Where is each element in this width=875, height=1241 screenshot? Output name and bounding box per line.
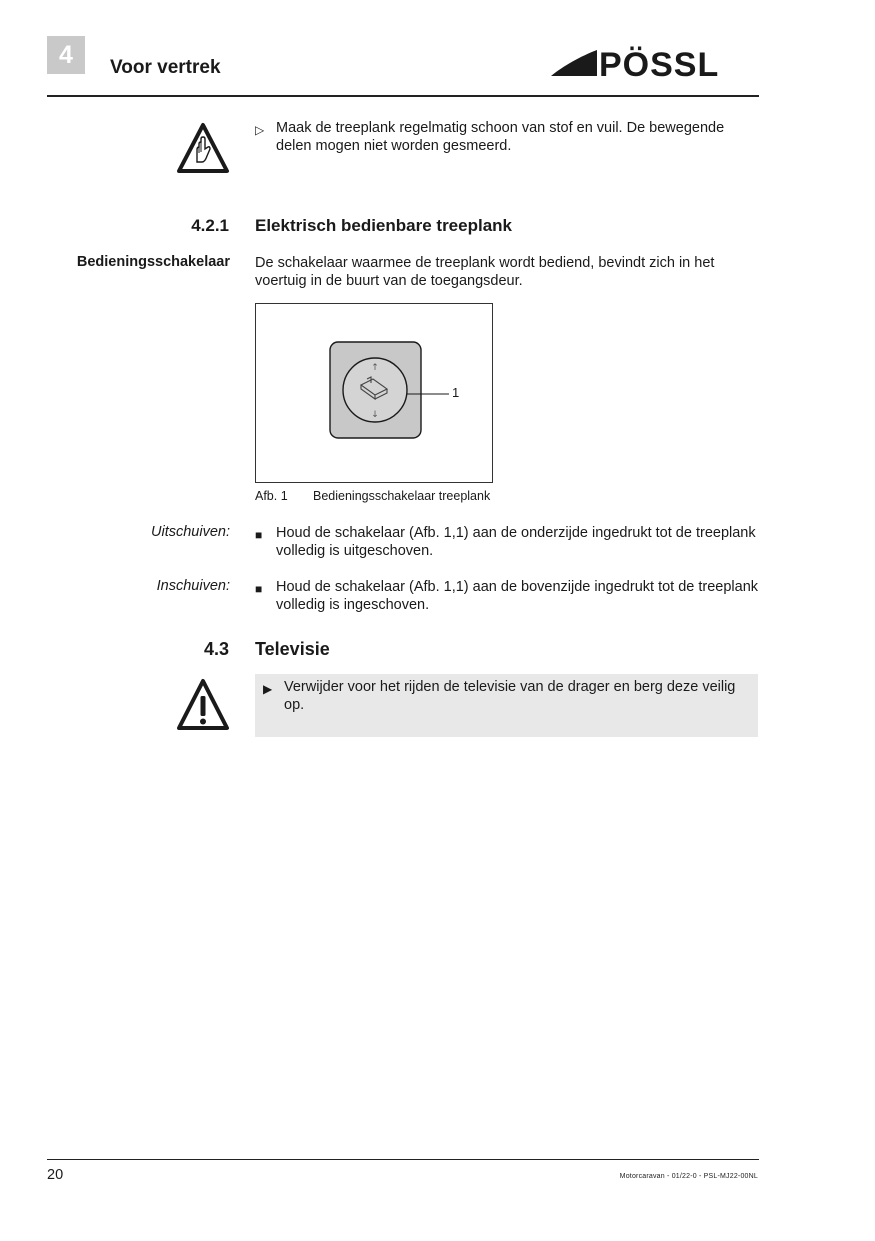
- step-text-uitschuiven: Houd de schakelaar (Afb. 1,1) aan de onderzijde ingedrukt tot de treeplank volledig is uitgeschoven.: [276, 525, 756, 559]
- arrow-up-icon: ↑: [371, 363, 379, 373]
- logo-text: PÖSSL: [599, 46, 720, 78]
- possl-logo: [551, 46, 761, 78]
- step-label-uitschuiven: Uitschuiven:: [151, 524, 230, 540]
- chapter-title: Voor vertrek: [110, 57, 221, 78]
- side-label-bedieningsschakelaar: Bedieningsschakelaar: [76, 254, 230, 270]
- warning-triangle-icon: [176, 678, 230, 732]
- arrow-down-icon: ↓: [371, 410, 379, 420]
- page-number: 20: [47, 1167, 64, 1183]
- step-label-inschuiven: Inschuiven:: [156, 578, 230, 594]
- section-421-number: 4.2.1: [191, 216, 229, 235]
- document-id: Motorcaravan - 01/22-0 - PSL-MJ22-00NL: [619, 1173, 758, 1180]
- section-421-title: Elektrisch bedienbare treeplank: [255, 216, 512, 235]
- step-bullet: ■: [255, 582, 263, 596]
- footer-divider: [47, 1159, 759, 1160]
- hand-warning-icon: [176, 122, 230, 174]
- figure-callout: 1: [452, 385, 460, 400]
- warning-marker: ▶: [263, 682, 273, 696]
- figure-caption-number: Afb. 1: [255, 489, 288, 503]
- header-divider: [47, 95, 759, 97]
- tip-text: Maak de treeplank regelmatig schoon van stof en vuil. De bewegende delen mogen niet worden gesmeerd.: [276, 120, 725, 154]
- step-bullet: ■: [255, 528, 263, 542]
- step-text-inschuiven: Houd de schakelaar (Afb. 1,1) aan de bovenzijde ingedrukt tot de treeplank volledig is ingeschoven.: [276, 579, 759, 613]
- chapter-number-box: [47, 36, 85, 74]
- warning-text: Verwijder voor het rijden de televisie van de drager en berg deze veilig op.: [284, 679, 736, 713]
- tip-marker: ▷: [255, 123, 265, 137]
- chapter-number: 4: [59, 40, 73, 69]
- section-421-body: De schakelaar waarmee de treeplank wordt bediend, bevindt zich in het voertuig in de buurt van de toegangsdeur.: [255, 255, 715, 289]
- section-43-title: Televisie: [255, 639, 330, 659]
- figure-caption-text: Bedieningsschakelaar treeplank: [313, 489, 491, 503]
- section-43-number: 4.3: [203, 639, 229, 659]
